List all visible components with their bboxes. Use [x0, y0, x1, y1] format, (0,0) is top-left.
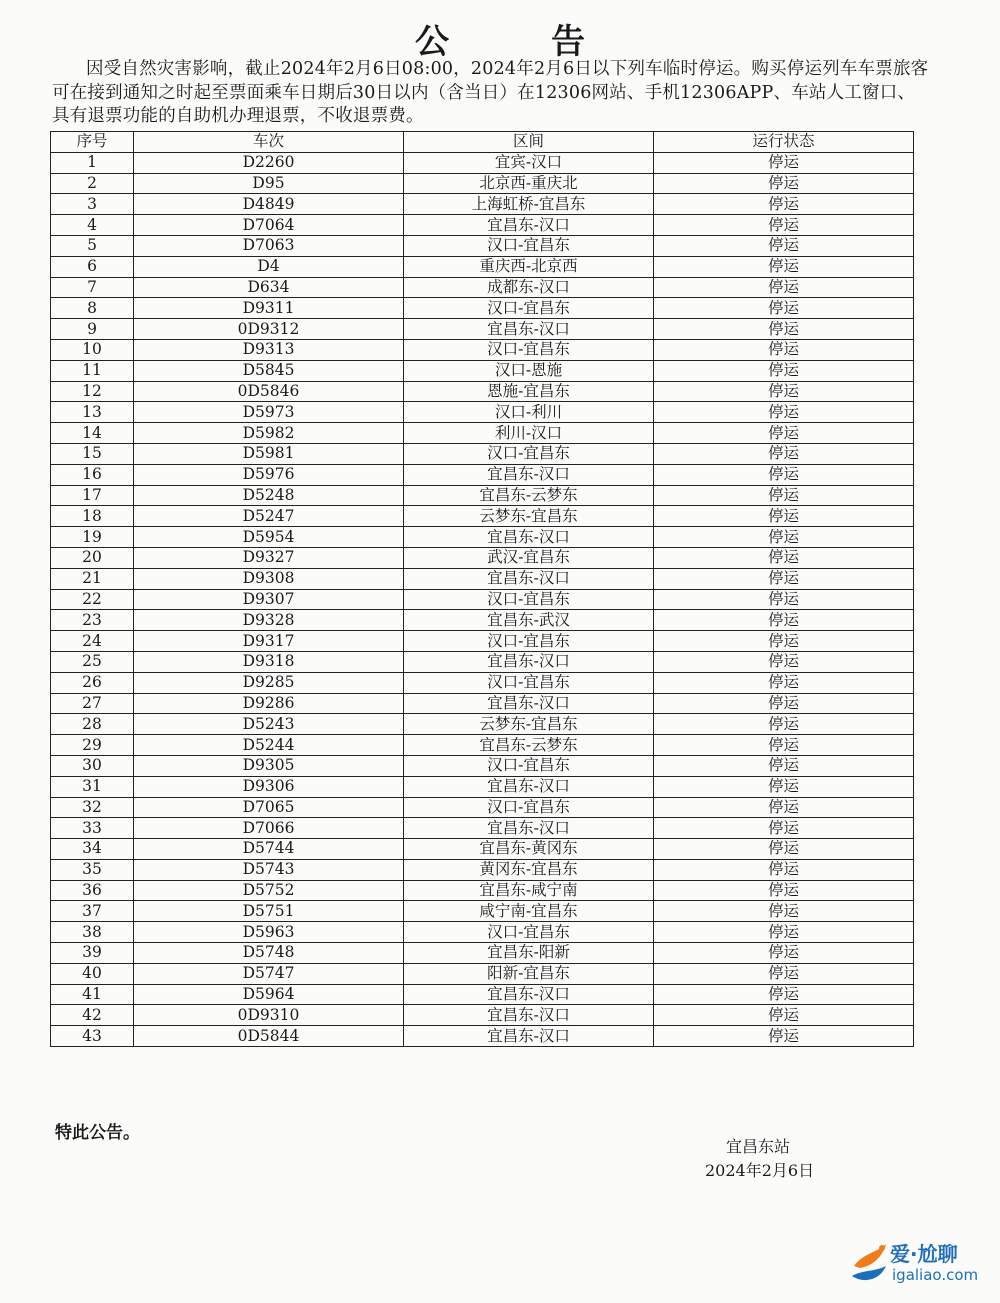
row-index: 19 — [51, 527, 134, 548]
train-number: D4849 — [134, 194, 404, 215]
route: 宜昌东-阳新 — [404, 943, 654, 964]
table-row — [51, 423, 914, 444]
table-row — [51, 631, 914, 652]
row-index: 26 — [51, 672, 134, 693]
row-index: 32 — [51, 797, 134, 818]
route: 云梦东-宜昌东 — [404, 506, 654, 527]
route: 宜昌东-汉口 — [404, 984, 654, 1005]
status: 停运 — [654, 818, 914, 839]
train-number: D9286 — [134, 693, 404, 714]
train-number: D9317 — [134, 631, 404, 652]
status: 停运 — [654, 319, 914, 340]
status: 停运 — [654, 693, 914, 714]
train-number: D9307 — [134, 589, 404, 610]
header-route: 区间 — [404, 132, 654, 153]
row-index: 33 — [51, 818, 134, 839]
status: 停运 — [654, 735, 914, 756]
train-number: 0D9310 — [134, 1005, 404, 1026]
route: 汉口-宜昌东 — [404, 443, 654, 464]
status: 停运 — [654, 485, 914, 506]
status: 停运 — [654, 880, 914, 901]
row-index: 8 — [51, 298, 134, 319]
row-index: 16 — [51, 464, 134, 485]
issuer-station: 宜昌东站 — [726, 1137, 791, 1156]
train-number: D5982 — [134, 423, 404, 444]
table-row — [51, 714, 914, 735]
train-number: D5954 — [134, 527, 404, 548]
status: 停运 — [654, 277, 914, 298]
status: 停运 — [654, 402, 914, 423]
table-row — [51, 880, 914, 901]
status: 停运 — [654, 651, 914, 672]
table-row — [51, 735, 914, 756]
route: 宜昌东-汉口 — [404, 1026, 654, 1047]
header-train: 车次 — [134, 132, 404, 153]
table-row — [51, 755, 914, 776]
train-number: D634 — [134, 277, 404, 298]
table-row — [51, 651, 914, 672]
row-index: 22 — [51, 589, 134, 610]
closing-remark: 特此公告。 — [55, 1123, 140, 1143]
status: 停运 — [654, 381, 914, 402]
status: 停运 — [654, 527, 914, 548]
table-row — [51, 984, 914, 1005]
train-number: D5744 — [134, 839, 404, 860]
table-row — [51, 922, 914, 943]
train-number: D5845 — [134, 360, 404, 381]
train-number: D95 — [134, 173, 404, 194]
table-row — [51, 610, 914, 631]
row-index: 1 — [51, 152, 134, 173]
status: 停运 — [654, 547, 914, 568]
route: 北京西-重庆北 — [404, 173, 654, 194]
table-row — [51, 277, 914, 298]
route: 汉口-宜昌东 — [404, 589, 654, 610]
route: 汉口-宜昌东 — [404, 755, 654, 776]
train-number: 0D5846 — [134, 381, 404, 402]
route: 汉口-宜昌东 — [404, 797, 654, 818]
route: 云梦东-宜昌东 — [404, 714, 654, 735]
row-index: 30 — [51, 755, 134, 776]
route: 黄冈东-宜昌东 — [404, 859, 654, 880]
route: 宜昌东-汉口 — [404, 818, 654, 839]
table-row — [51, 485, 914, 506]
table-row — [51, 1005, 914, 1026]
route: 宜昌东-汉口 — [404, 464, 654, 485]
train-number: D5747 — [134, 963, 404, 984]
status: 停运 — [654, 589, 914, 610]
train-number: D5976 — [134, 464, 404, 485]
route: 宜昌东-汉口 — [404, 693, 654, 714]
row-index: 28 — [51, 714, 134, 735]
status: 停运 — [654, 797, 914, 818]
route: 成都东-汉口 — [404, 277, 654, 298]
status: 停运 — [654, 714, 914, 735]
row-index: 13 — [51, 402, 134, 423]
status: 停运 — [654, 194, 914, 215]
table-row — [51, 173, 914, 194]
train-number: D9308 — [134, 568, 404, 589]
status: 停运 — [654, 943, 914, 964]
row-index: 6 — [51, 256, 134, 277]
table-row — [51, 901, 914, 922]
status: 停运 — [654, 859, 914, 880]
status: 停运 — [654, 631, 914, 652]
table-row — [51, 818, 914, 839]
table-row — [51, 589, 914, 610]
row-index: 34 — [51, 839, 134, 860]
status: 停运 — [654, 963, 914, 984]
route: 汉口-恩施 — [404, 360, 654, 381]
row-index: 43 — [51, 1026, 134, 1047]
table-row — [51, 797, 914, 818]
route: 重庆西-北京西 — [404, 256, 654, 277]
train-number: D7065 — [134, 797, 404, 818]
train-number: D9285 — [134, 672, 404, 693]
route: 汉口-宜昌东 — [404, 922, 654, 943]
status: 停运 — [654, 1026, 914, 1047]
table-row — [51, 298, 914, 319]
table-row — [51, 506, 914, 527]
table-row — [51, 235, 914, 256]
table-row — [51, 963, 914, 984]
train-number: D5973 — [134, 402, 404, 423]
row-index: 31 — [51, 776, 134, 797]
header-status: 运行状态 — [654, 132, 914, 153]
status: 停运 — [654, 215, 914, 236]
row-index: 17 — [51, 485, 134, 506]
status: 停运 — [654, 610, 914, 631]
route: 宜昌东-汉口 — [404, 527, 654, 548]
route: 阳新-宜昌东 — [404, 963, 654, 984]
train-number: D5243 — [134, 714, 404, 735]
table-row — [51, 527, 914, 548]
table-row — [51, 464, 914, 485]
route: 汉口-宜昌东 — [404, 631, 654, 652]
train-number: D9327 — [134, 547, 404, 568]
train-number: D4 — [134, 256, 404, 277]
row-index: 41 — [51, 984, 134, 1005]
train-number: 0D5844 — [134, 1026, 404, 1047]
status: 停运 — [654, 173, 914, 194]
table-row — [51, 1026, 914, 1047]
route: 宜昌东-云梦东 — [404, 735, 654, 756]
train-number: D7066 — [134, 818, 404, 839]
row-index: 25 — [51, 651, 134, 672]
row-index: 36 — [51, 880, 134, 901]
row-index: 18 — [51, 506, 134, 527]
train-number: D9318 — [134, 651, 404, 672]
route: 宜昌东-汉口 — [404, 776, 654, 797]
route: 汉口-利川 — [404, 402, 654, 423]
status: 停运 — [654, 672, 914, 693]
train-number: D9305 — [134, 755, 404, 776]
table-row — [51, 256, 914, 277]
status: 停运 — [654, 1005, 914, 1026]
train-number: D5247 — [134, 506, 404, 527]
table-row — [51, 672, 914, 693]
watermark — [846, 1232, 996, 1292]
train-number: D5963 — [134, 922, 404, 943]
table-row — [51, 776, 914, 797]
route: 宜昌东-汉口 — [404, 651, 654, 672]
row-index: 9 — [51, 319, 134, 340]
row-index: 42 — [51, 1005, 134, 1026]
route: 宜昌东-汉口 — [404, 319, 654, 340]
train-number: D5743 — [134, 859, 404, 880]
status: 停运 — [654, 360, 914, 381]
route: 宜昌东-汉口 — [404, 568, 654, 589]
train-number: D5751 — [134, 901, 404, 922]
route: 汉口-宜昌东 — [404, 235, 654, 256]
train-number: D5244 — [134, 735, 404, 756]
status: 停运 — [654, 776, 914, 797]
train-number: D9313 — [134, 339, 404, 360]
train-number: D5248 — [134, 485, 404, 506]
train-number: D7063 — [134, 235, 404, 256]
status: 停运 — [654, 423, 914, 444]
route: 汉口-宜昌东 — [404, 298, 654, 319]
route: 汉口-宜昌东 — [404, 339, 654, 360]
status: 停运 — [654, 506, 914, 527]
train-number: D5748 — [134, 943, 404, 964]
row-index: 23 — [51, 610, 134, 631]
train-number: 0D9312 — [134, 319, 404, 340]
suspension-table — [50, 131, 914, 1047]
train-number: D5981 — [134, 443, 404, 464]
table-row — [51, 381, 914, 402]
row-index: 29 — [51, 735, 134, 756]
row-index: 24 — [51, 631, 134, 652]
row-index: 39 — [51, 943, 134, 964]
table-row — [51, 339, 914, 360]
row-index: 11 — [51, 360, 134, 381]
status: 停运 — [654, 901, 914, 922]
row-index: 12 — [51, 381, 134, 402]
train-number: D2260 — [134, 152, 404, 173]
table-row — [51, 693, 914, 714]
route: 汉口-宜昌东 — [404, 672, 654, 693]
route: 宜昌东-汉口 — [404, 1005, 654, 1026]
row-index: 38 — [51, 922, 134, 943]
row-index: 14 — [51, 423, 134, 444]
table-row — [51, 859, 914, 880]
row-index: 10 — [51, 339, 134, 360]
row-index: 2 — [51, 173, 134, 194]
row-index: 3 — [51, 194, 134, 215]
status: 停运 — [654, 235, 914, 256]
route: 宜昌东-咸宁南 — [404, 880, 654, 901]
notice-intro: 因受自然灾害影响，截止2024年2月6日08:00，2024年2月6日以下列车临时停运。购买停运列车车票旅客可在接到通知之时起至票面乘车日期后30日以内（含当日）在12306网站、手机12306APP、车站人工窗口、具有退票功能的自助机办理退票，不收退票费。 — [52, 59, 929, 126]
page-title: 公 告 — [415, 22, 619, 62]
status: 停运 — [654, 464, 914, 485]
row-index: 40 — [51, 963, 134, 984]
status: 停运 — [654, 922, 914, 943]
table-row — [51, 215, 914, 236]
status: 停运 — [654, 984, 914, 1005]
table-header-row — [51, 132, 914, 153]
status: 停运 — [654, 152, 914, 173]
status: 停运 — [654, 339, 914, 360]
route: 利川-汉口 — [404, 423, 654, 444]
row-index: 35 — [51, 859, 134, 880]
row-index: 15 — [51, 443, 134, 464]
train-number: D9306 — [134, 776, 404, 797]
status: 停运 — [654, 443, 914, 464]
status: 停运 — [654, 568, 914, 589]
row-index: 37 — [51, 901, 134, 922]
watermark-url: igaliao.com — [892, 1266, 979, 1284]
route: 宜昌东-云梦东 — [404, 485, 654, 506]
table-row — [51, 402, 914, 423]
route: 宜昌东-汉口 — [404, 215, 654, 236]
watermark-text: 爱·尬聊 — [890, 1242, 958, 1266]
table-row — [51, 943, 914, 964]
table-row — [51, 194, 914, 215]
route: 恩施-宜昌东 — [404, 381, 654, 402]
row-index: 21 — [51, 568, 134, 589]
route: 宜昌东-武汉 — [404, 610, 654, 631]
row-index: 5 — [51, 235, 134, 256]
train-number: D7064 — [134, 215, 404, 236]
table-row — [51, 839, 914, 860]
row-index: 4 — [51, 215, 134, 236]
status: 停运 — [654, 839, 914, 860]
table-row — [51, 443, 914, 464]
row-index: 27 — [51, 693, 134, 714]
route: 武汉-宜昌东 — [404, 547, 654, 568]
route: 上海虹桥-宜昌东 — [404, 194, 654, 215]
table-row — [51, 547, 914, 568]
status: 停运 — [654, 256, 914, 277]
table-row — [51, 568, 914, 589]
train-number: D9328 — [134, 610, 404, 631]
route: 宜昌东-黄冈东 — [404, 839, 654, 860]
header-index: 序号 — [51, 132, 134, 153]
bird-logo-icon — [848, 1236, 890, 1288]
train-number: D5964 — [134, 984, 404, 1005]
route: 宜宾-汉口 — [404, 152, 654, 173]
status: 停运 — [654, 755, 914, 776]
train-number: D9311 — [134, 298, 404, 319]
table-row — [51, 152, 914, 173]
table-row — [51, 319, 914, 340]
row-index: 7 — [51, 277, 134, 298]
route: 咸宁南-宜昌东 — [404, 901, 654, 922]
table-row — [51, 360, 914, 381]
row-index: 20 — [51, 547, 134, 568]
train-number: D5752 — [134, 880, 404, 901]
status: 停运 — [654, 298, 914, 319]
issue-date: 2024年2月6日 — [705, 1161, 815, 1180]
